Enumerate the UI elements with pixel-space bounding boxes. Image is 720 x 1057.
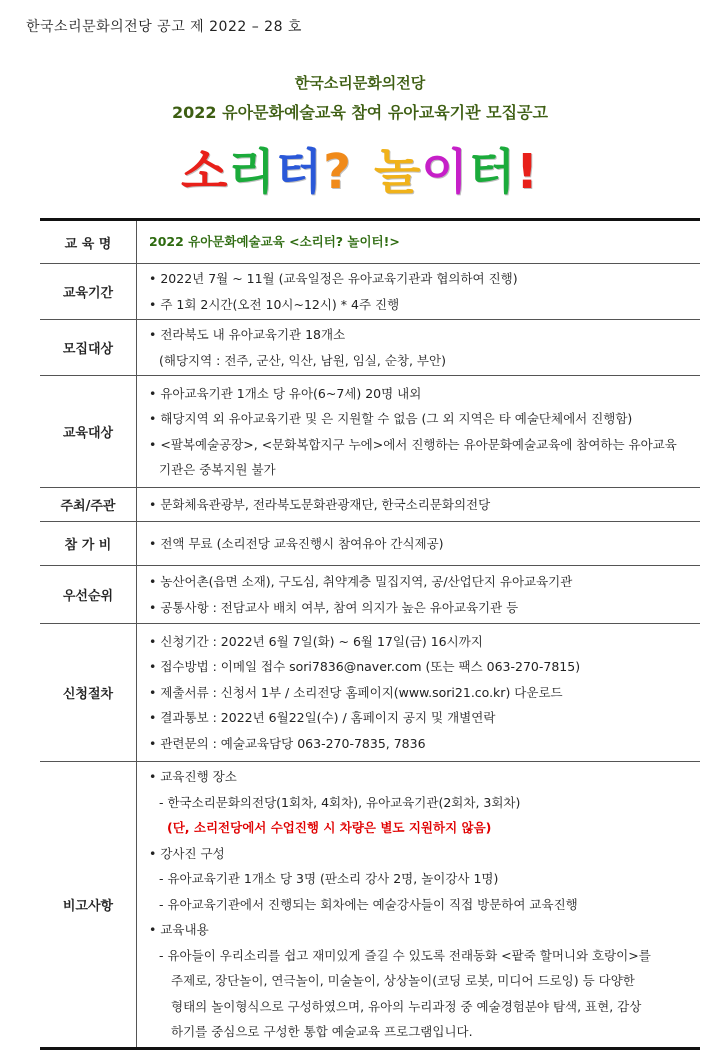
row-label: 교 육 명 bbox=[40, 220, 137, 264]
info-table bbox=[40, 218, 700, 1050]
content-line: • 제출서류 : 신청서 1부 / 소리전당 홈페이지(www.sori21.co.kr) 다운로드 bbox=[149, 684, 563, 700]
content-line: (해당지역 : 전주, 군산, 익산, 남원, 임실, 순창, 부안) bbox=[159, 352, 446, 368]
content-line: - 한국소리문화의전당(1회차, 4회차), 유아교육기관(2회차, 3회차) bbox=[159, 794, 521, 810]
content-line: - 유아교육기관에서 진행되는 회차에는 예술강사들이 직접 방문하여 교육진행 bbox=[159, 896, 578, 912]
table-row bbox=[40, 220, 700, 264]
content-line: 주제로, 장단놀이, 연극놀이, 미술놀이, 상상놀이(코딩 로봇, 미디어 드로잉) 등 다양한 bbox=[171, 973, 635, 988]
title-char: ! bbox=[516, 144, 539, 200]
row-label: 모집대상 bbox=[40, 320, 137, 376]
title-char: 터 bbox=[275, 144, 324, 200]
content-line: • 농산어촌(읍면 소재), 구도심, 취약계층 밀집지역, 공/산업단지 유아교육기관 bbox=[149, 574, 573, 589]
row-content bbox=[137, 522, 701, 566]
content-line: • 교육내용 bbox=[149, 922, 209, 937]
content-line: 형태의 놀이형식으로 구성하였으며, 유아의 누리과정 중 예술경험분야 탐색, 표현, 감상 bbox=[171, 998, 642, 1014]
row-content bbox=[137, 624, 701, 762]
organization-name: 한국소리문화의전당 bbox=[294, 74, 426, 92]
content-line: - 유아들이 우리소리를 쉽고 재미있게 즐길 수 있도록 전래동화 <팥죽 할머니와 호랑이>를 bbox=[159, 947, 651, 963]
row-content bbox=[137, 488, 701, 522]
row-content bbox=[137, 566, 701, 624]
row-content bbox=[137, 376, 701, 488]
content-line: • <팔복예술공장>, <문화복합지구 누에>에서 진행하는 유아문화예술교육에 참여하는 유아교육 bbox=[149, 436, 677, 452]
table-row bbox=[40, 566, 700, 624]
program-title bbox=[0, 140, 720, 204]
title-char: 리 bbox=[228, 144, 276, 200]
content-line: - 유아교육기관 1개소 당 3명 (판소리 강사 2명, 놀이강사 1명) bbox=[159, 871, 499, 886]
table-row bbox=[40, 264, 700, 320]
table-row bbox=[40, 320, 700, 376]
content-line: • 접수방법 : 이메일 접수 sori7836@naver.com (또는 팩스 063-270-7815) bbox=[149, 659, 581, 675]
content-line: • 해당지역 외 유아교육기관 및 은 지원할 수 없음 (그 외 지역은 타 예술단체에서 진행함) bbox=[149, 411, 633, 426]
content-line: • 공통사항 : 전담교사 배치 여부, 참여 의지가 높은 유아교육기관 등 bbox=[149, 599, 519, 615]
row-label: 교육대상 bbox=[40, 376, 137, 488]
row-label: 신청절차 bbox=[40, 624, 137, 762]
content-line: • 문화체육관광부, 전라북도문화관광재단, 한국소리문화의전당 bbox=[149, 496, 491, 512]
row-label: 우선순위 bbox=[40, 566, 137, 624]
title-char: 놀 bbox=[373, 144, 422, 200]
title-char: 이 bbox=[421, 144, 469, 200]
content-line: • 2022년 7월 ~ 11월 (교육일정은 유아교육기관과 협의하여 진행) bbox=[149, 271, 518, 286]
notice-subtitle: 2022 유아문화예술교육 참여 유아교육기관 모집공고 bbox=[172, 103, 548, 122]
content-line: • 전라북도 내 유아교육기관 18개소 bbox=[149, 327, 346, 342]
row-label: 비고사항 bbox=[40, 762, 137, 1049]
content-line: 하기를 중심으로 구성한 통합 예술교육 프로그램입니다. bbox=[171, 1024, 473, 1039]
content-line: • 신청기간 : 2022년 6월 7일(화) ~ 6월 17일(금) 16시까지 bbox=[149, 633, 483, 649]
table-row bbox=[40, 762, 700, 1049]
content-line: • 결과통보 : 2022년 6월22일(수) / 홈페이지 공지 및 개별연락 bbox=[149, 710, 496, 726]
notice-number: 한국소리문화의전당 공고 제 2022 – 28 호 bbox=[26, 19, 302, 35]
row-content bbox=[137, 264, 701, 320]
content-line: • 전액 무료 (소리전당 교육진행시 참여유아 간식제공) bbox=[149, 535, 444, 551]
row-label: 주최/주관 bbox=[40, 488, 137, 522]
title-char: 소 bbox=[181, 144, 229, 200]
content-line: 2022 유아문화예술교육 <소리터? 놀이터!> bbox=[149, 234, 400, 250]
content-line: 기관은 중복지원 불가 bbox=[159, 462, 276, 477]
title-char: ? bbox=[323, 144, 352, 200]
row-content bbox=[137, 220, 701, 264]
table-row bbox=[40, 376, 700, 488]
title-char: 터 bbox=[468, 144, 517, 200]
content-line: • 교육진행 장소 bbox=[149, 769, 237, 784]
table-row bbox=[40, 624, 700, 762]
table-row bbox=[40, 522, 700, 566]
row-content bbox=[137, 320, 701, 376]
content-line: • 관련문의 : 예술교육담당 063-270-7835, 7836 bbox=[149, 735, 426, 751]
table-row bbox=[40, 488, 700, 522]
content-line: • 강사진 구성 bbox=[149, 845, 225, 861]
row-label: 참 가 비 bbox=[40, 522, 137, 566]
content-line: (단, 소리전당에서 수업진행 시 차량은 별도 지원하지 않음) bbox=[167, 820, 492, 835]
row-content bbox=[137, 762, 701, 1049]
row-label: 교육기간 bbox=[40, 264, 137, 320]
content-line: • 주 1회 2시간(오전 10시~12시) * 4주 진행 bbox=[149, 296, 400, 312]
content-line: • 유아교육기관 1개소 당 유아(6~7세) 20명 내외 bbox=[149, 385, 422, 401]
